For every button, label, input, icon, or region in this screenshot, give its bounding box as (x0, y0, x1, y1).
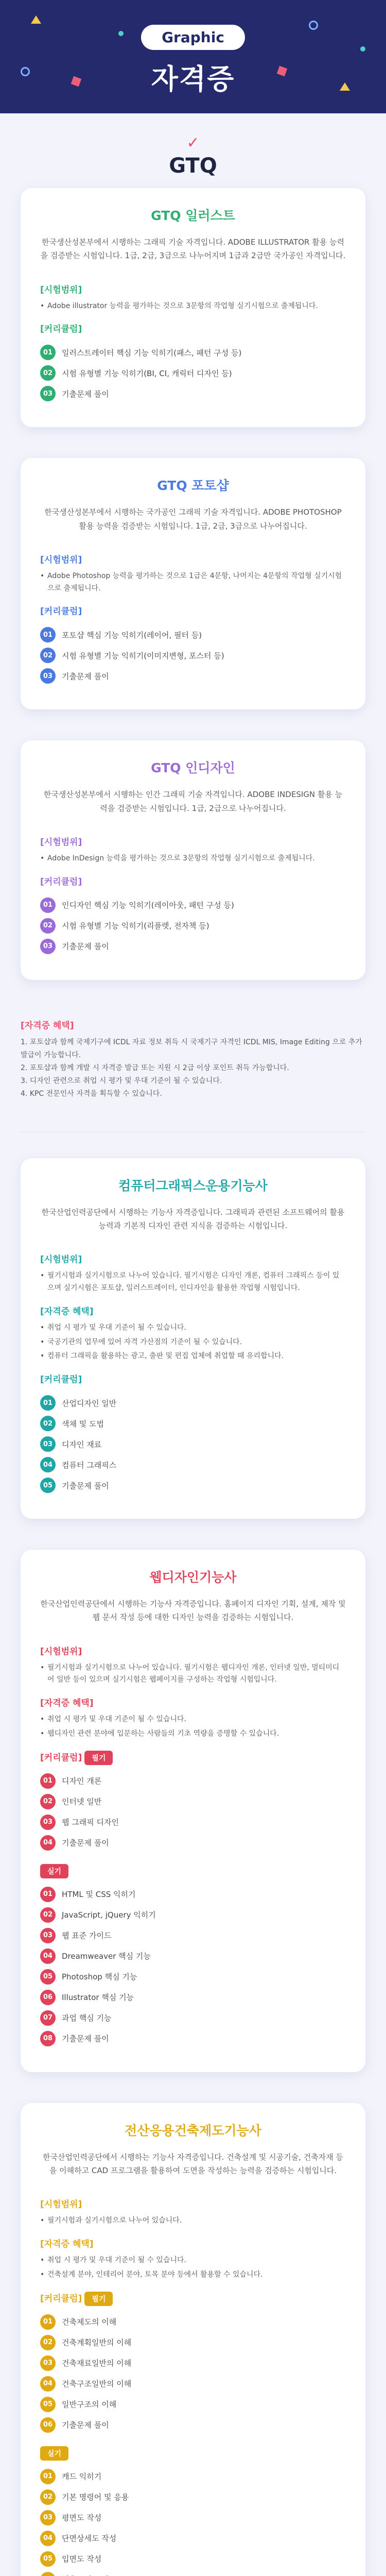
curriculum-label: 일러스트레이터 핵심 기능 익히기(패스, 패턴 구성 등) (62, 348, 242, 358)
benefit-line: 3. 디자인 관련으로 취업 시 평가 및 우대 기준이 될 수 있습니다. (21, 1077, 222, 1086)
number-badge: 05 (40, 2551, 56, 2567)
curriculum-label: 기출문제 풀이 (62, 1481, 109, 1490)
curriculum-item (40, 1835, 346, 1851)
hero-badge: Graphic (141, 25, 245, 50)
check-icon: ✓ (186, 134, 200, 152)
bullet-text: • Adobe InDesign 능력을 평가하는 것으로 3문항의 작업형 실기시험으로 출제됩니다. (40, 853, 346, 865)
number-badge: 01 (40, 897, 56, 913)
curriculum-label: Dreamweaver 핵심 기능 (62, 1952, 151, 1961)
card-description: 한국산업인력공단에서 시행하는 기능사 자격증입니다. 건축설계 및 시공기술, 건축자재 등을 이해하고 CAD 프로그램을 활용하여 도면을 작성하는 능력을 검증하는 시험입니다. (43, 2152, 343, 2176)
curriculum-item (40, 1990, 346, 2005)
curriculum-item (40, 1907, 346, 1923)
curriculum-label: 웹 표준 가이드 (62, 1931, 112, 1941)
curriculum-label: 포토샵 핵심 기능 익히기(레이어, 필터 등) (62, 630, 202, 640)
card-architecture-cad (21, 2103, 365, 2576)
number-badge: 05 (40, 1969, 56, 1985)
curriculum-item (40, 2397, 346, 2412)
number-badge: 05 (40, 2397, 56, 2412)
curriculum-label: 웹 그래픽 디자인 (62, 1818, 119, 1827)
curriculum-label: 기출문제 풀이 (62, 942, 109, 952)
number-badge: 04 (40, 1835, 56, 1851)
curriculum-label: 단면상세도 작성 (62, 2534, 117, 2544)
number-badge: 03 (40, 1928, 56, 1943)
written-tag: 필기 (84, 2292, 113, 2306)
number-badge: 01 (40, 1887, 56, 1902)
card-title: GTQ 포토샵 (157, 478, 229, 494)
card-description: 한국산업인력공단에서 시행하는 기능사 자격증입니다. 홈페이지 디자인 기획, 설계, 제작 및 웹 문서 작성 등에 대한 디자인 능력을 검증하는 시험입니다. (40, 1599, 346, 1622)
benefit-line: 1. 포토샵과 함께 국제기구에 ICDL 자료 정보 취득 시 국제기구 자격인 ICDL MIS, Image Editing 으로 추가 발급이 가능합니다. (21, 1038, 362, 1059)
curriculum-label: 건축제도의 이해 (62, 2317, 117, 2327)
number-badge: 07 (40, 2010, 56, 2026)
curriculum-item (40, 2314, 346, 2330)
number-badge: 01 (40, 2469, 56, 2484)
card-title: 컴퓨터그래픽스운용기능사 (118, 1178, 268, 1193)
section-label: [자격증 혜택] (40, 1306, 94, 1317)
bullet-text: • 취업 시 평가 및 우대 기준이 될 수 있습니다. (40, 1714, 346, 1726)
section-label: [시험범위] (40, 837, 82, 848)
curriculum-label: 인디자인 핵심 기능 익히기(레이아웃, 패턴 구성 등) (62, 901, 234, 910)
bullet-text: • 취업 시 평가 및 우대 기준이 될 수 있습니다. (40, 2255, 346, 2267)
curriculum-item (40, 1395, 346, 1411)
card-description: 한국생산성본부에서 시행하는 그래픽 기술 자격입니다. ADOBE ILLUSTRATOR 활용 능력을 검증받는 시험입니다. 1급, 2급, 3급으로 나누어지며 1급과 2급만 국가공인 자격입니다. (40, 238, 346, 261)
ring-decoration (309, 21, 318, 30)
curriculum-item (40, 1478, 346, 1493)
gtq-benefits (0, 1011, 386, 1127)
curriculum-item (40, 1928, 346, 1943)
practical-tag: 실기 (40, 1864, 68, 1878)
curriculum-label: 시험 유형별 기능 익히기(리플렛, 전자책 등) (62, 921, 209, 931)
number-badge: 04 (40, 2531, 56, 2546)
hero-title: 자격증 (151, 63, 235, 95)
card-description: 한국산업인력공단에서 시행하는 기능사 자격증입니다. 그래픽과 관련된 소프트웨어의 활용 능력과 기본적 디자인 관련 지식을 검증하는 시험입니다. (41, 1207, 345, 1230)
number-badge: 06 (40, 2417, 56, 2433)
section-label: [시험범위] (40, 2199, 82, 2210)
curriculum-item (40, 918, 346, 934)
cert-cards (0, 1158, 386, 2576)
bullet-text: • 웹디자인 관련 분야에 입문하는 사람들의 기초 역량을 증명할 수 있습니다. (40, 1728, 346, 1740)
curriculum-label: 컴퓨터 그래픽스 (62, 1460, 117, 1470)
card-title: 웹디자인기능사 (149, 1570, 237, 1585)
card-title: 전산응용건축제도기능사 (125, 2123, 261, 2138)
curriculum-item (40, 2489, 346, 2505)
number-badge: 04 (40, 2376, 56, 2392)
curriculum-item (40, 1948, 346, 1964)
curriculum-item (40, 627, 346, 642)
dot-decoration (360, 46, 365, 52)
bullet-text: • 취업 시 평가 및 우대 기준이 될 수 있습니다. (40, 1322, 346, 1334)
bullet-text: • 필기시험과 실기시험으로 나누어 있습니다. 필기시험은 웹디자인 개론, 인터넷 일반, 멀티미디어 일반 등이 있으며 실기시험은 웹페이지를 구성하는 작업형 시험입니다. (40, 1662, 346, 1687)
curriculum-item (40, 897, 346, 913)
benefit-line: 4. KPC 전문인사 자격을 획득할 수 있습니다. (21, 1090, 162, 1098)
curriculum-item (40, 2031, 346, 2046)
hero-banner (0, 0, 386, 113)
curriculum-item (40, 1887, 346, 1902)
dot-decoration (118, 31, 124, 36)
number-badge: 02 (40, 648, 56, 663)
curriculum-label: 평면도 작성 (62, 2513, 102, 2523)
curriculum-item (40, 2335, 346, 2350)
bullet-text: • 국공기관의 업무에 있어 자격 가산점의 기준이 될 수 있습니다. (40, 1336, 346, 1349)
gtq-title: GTQ (169, 154, 217, 178)
number-badge: 06 (40, 1990, 56, 2005)
number-badge: 01 (40, 2314, 56, 2330)
curriculum-label: 시험 유형별 기능 익히기(BI, CI, 캐릭터 디자인 등) (62, 368, 232, 378)
curriculum-item (40, 2376, 346, 2392)
card-description: 한국생산성본부에서 시행하는 인간 그래픽 기술 자격입니다. ADOBE INDESIGN 활용 능력을 검증받는 시험입니다. 1급, 2급으로 나누어집니다. (43, 790, 343, 813)
curriculum-label: 기본 명령어 및 응용 (62, 2493, 129, 2502)
curriculum-item (40, 2010, 346, 2026)
section-label: [시험범위] (40, 1646, 82, 1657)
curriculum-label: Photoshop 핵심 기능 (62, 1972, 137, 1982)
triangle-decoration (340, 82, 350, 91)
curriculum-item (40, 365, 346, 381)
gtq-cards (0, 188, 386, 980)
curriculum-label: Illustrator 핵심 기능 (62, 1993, 134, 2003)
number-badge: 02 (40, 365, 56, 381)
section-label: [커리큘럼] (40, 876, 82, 887)
section-label: [자격증 혜택] (40, 2239, 94, 2250)
card-computer-graphics (21, 1158, 365, 1519)
curriculum-item (40, 1457, 346, 1472)
curriculum-item (40, 2355, 346, 2371)
bullet-text: • 컴퓨터 그래픽을 활용하는 광고, 출판 및 편집 업체에 취업할 때 유리합니다. (40, 1350, 346, 1363)
card-web-design (21, 1550, 365, 2072)
curriculum-item (40, 1969, 346, 1985)
number-badge: 03 (40, 386, 56, 401)
curriculum-label: 입면도 작성 (62, 2554, 102, 2564)
number-badge: 02 (40, 2489, 56, 2505)
curriculum-item (40, 345, 346, 360)
number-badge: 03 (40, 2355, 56, 2371)
section-label: [시험범위] (40, 1255, 82, 1265)
number-badge: 02 (40, 918, 56, 934)
card-gtq-illustrator (21, 188, 365, 427)
section-label: [커리큘럼] (40, 2293, 82, 2304)
card-description: 한국생산성본부에서 시행하는 국가공인 그래픽 기술 자격입니다. ADOBE PHOTOSHOP 활용 능력을 검증받는 시험입니다. 1급, 2급, 3급으로 나누어집니다. (44, 507, 342, 531)
number-badge: 01 (40, 1773, 56, 1789)
number-badge: 08 (40, 2031, 56, 2046)
curriculum-item (40, 648, 346, 663)
card-title: GTQ 일러스트 (151, 208, 235, 223)
curriculum-item (40, 939, 346, 954)
curriculum-label: 시험 유형별 기능 익히기(이미지변형, 포스터 등) (62, 651, 224, 660)
curriculum-label (62, 2574, 109, 2576)
number-badge: 04 (40, 1457, 56, 1472)
ring-decoration (21, 67, 30, 76)
curriculum-label: 과업 핵심 기능 (62, 2013, 112, 2023)
bullet-text: • 필기시험과 실기시험으로 나누어 있습니다. 필기시험은 디자인 개론, 컴퓨터 그래픽스 등이 있으며 실기시험은 포토샵, 일러스트레이터, 인디자인을 활용한 작업형 시험입니다. (40, 1270, 346, 1295)
section-label: [커리큘럼] (40, 1375, 82, 1385)
number-badge: 02 (40, 1907, 56, 1923)
bullet-text: • Adobe illustrator 능력을 평가하는 것으로 3문항의 작업형 실기시험으로 출제됩니다. (40, 300, 346, 313)
number-badge: 02 (40, 1416, 56, 1431)
number-badge: 03 (40, 2510, 56, 2526)
curriculum-label: 캐드 익히기 (62, 2472, 102, 2482)
curriculum-label: JavaScript, jQuery 익히기 (62, 1910, 156, 1920)
number-badge: 01 (40, 345, 56, 360)
number-badge: 03 (40, 1815, 56, 1830)
curriculum-label: 건축계획일반의 이해 (62, 2338, 132, 2348)
curriculum-label: 산업디자인 일반 (62, 1398, 117, 1408)
curriculum-label: 일반구조의 이해 (62, 2400, 117, 2410)
curriculum-item (40, 2572, 346, 2576)
number-badge: 04 (40, 1948, 56, 1964)
curriculum-label: 기출문제 풀이 (62, 671, 109, 681)
number-badge: 03 (40, 668, 56, 684)
benefits-label: [자격증 혜택] (21, 1020, 74, 1031)
section-label: [커리큘럼] (40, 606, 82, 617)
number-badge: 01 (40, 1395, 56, 1411)
number-badge (40, 2572, 56, 2576)
section-label: [커리큘럼] (40, 324, 82, 335)
curriculum-label: 건축재료일반의 이해 (62, 2359, 132, 2368)
section-label: [자격증 혜택] (40, 1698, 94, 1709)
bullet-text: • 건축설계 분야, 인테리어 분야, 토목 분야 등에서 활용할 수 있습니다. (40, 2269, 346, 2281)
curriculum-label: 디자인 재료 (62, 1439, 102, 1449)
curriculum-label: 기출문제 풀이 (62, 389, 109, 399)
curriculum-item (40, 2417, 346, 2433)
curriculum-item (40, 1416, 346, 1431)
curriculum-item (40, 2551, 346, 2567)
curriculum-label: 기출문제 풀이 (62, 2034, 109, 2044)
triangle-decoration (31, 15, 41, 24)
curriculum-label: 디자인 개론 (62, 1776, 102, 1786)
curriculum-item (40, 386, 346, 401)
section-label: [커리큘럼] (40, 1752, 82, 1763)
curriculum-item (40, 1773, 346, 1789)
number-badge: 01 (40, 627, 56, 642)
curriculum-item (40, 2510, 346, 2526)
practical-tag: 실기 (40, 2446, 68, 2461)
curriculum-item (40, 1436, 346, 1452)
card-title: GTQ 인디자인 (151, 760, 235, 776)
curriculum-item (40, 2531, 346, 2546)
curriculum-label: 색채 및 도법 (62, 1419, 104, 1429)
card-gtq-photoshop (21, 458, 365, 709)
gtq-heading (0, 113, 386, 188)
curriculum-label: 기출문제 풀이 (62, 2420, 109, 2430)
curriculum-label: 인터넷 일반 (62, 1797, 102, 1807)
benefit-line: 2. 포토샵과 함께 개발 시 자격증 발급 또는 지원 시 2급 이상 포인트 취득 가능합니다. (21, 1064, 289, 1073)
number-badge: 03 (40, 1436, 56, 1452)
written-tag: 필기 (84, 1751, 113, 1765)
bullet-text: • 필기시험과 실기시험으로 나누어 있습니다. (40, 2215, 346, 2227)
curriculum-item (40, 2469, 346, 2484)
bullet-text: • Adobe Photoshop 능력을 평가하는 것으로 1급은 4문항, 나머지는 4문항의 작업형 실기시험으로 출제됩니다. (40, 570, 346, 595)
curriculum-label: 건축구조일반의 이해 (62, 2379, 132, 2389)
curriculum-label: HTML 및 CSS 익히기 (62, 1890, 136, 1900)
section-label: [시험범위] (40, 284, 82, 295)
curriculum-label: 기출문제 풀이 (62, 1838, 109, 1848)
number-badge: 03 (40, 939, 56, 954)
number-badge: 02 (40, 1794, 56, 1809)
card-gtq-indesign (21, 740, 365, 979)
number-badge: 05 (40, 1478, 56, 1493)
number-badge: 02 (40, 2335, 56, 2350)
curriculum-item (40, 668, 346, 684)
section-label: [시험범위] (40, 554, 82, 565)
curriculum-item (40, 1794, 346, 1809)
curriculum-item (40, 1815, 346, 1830)
